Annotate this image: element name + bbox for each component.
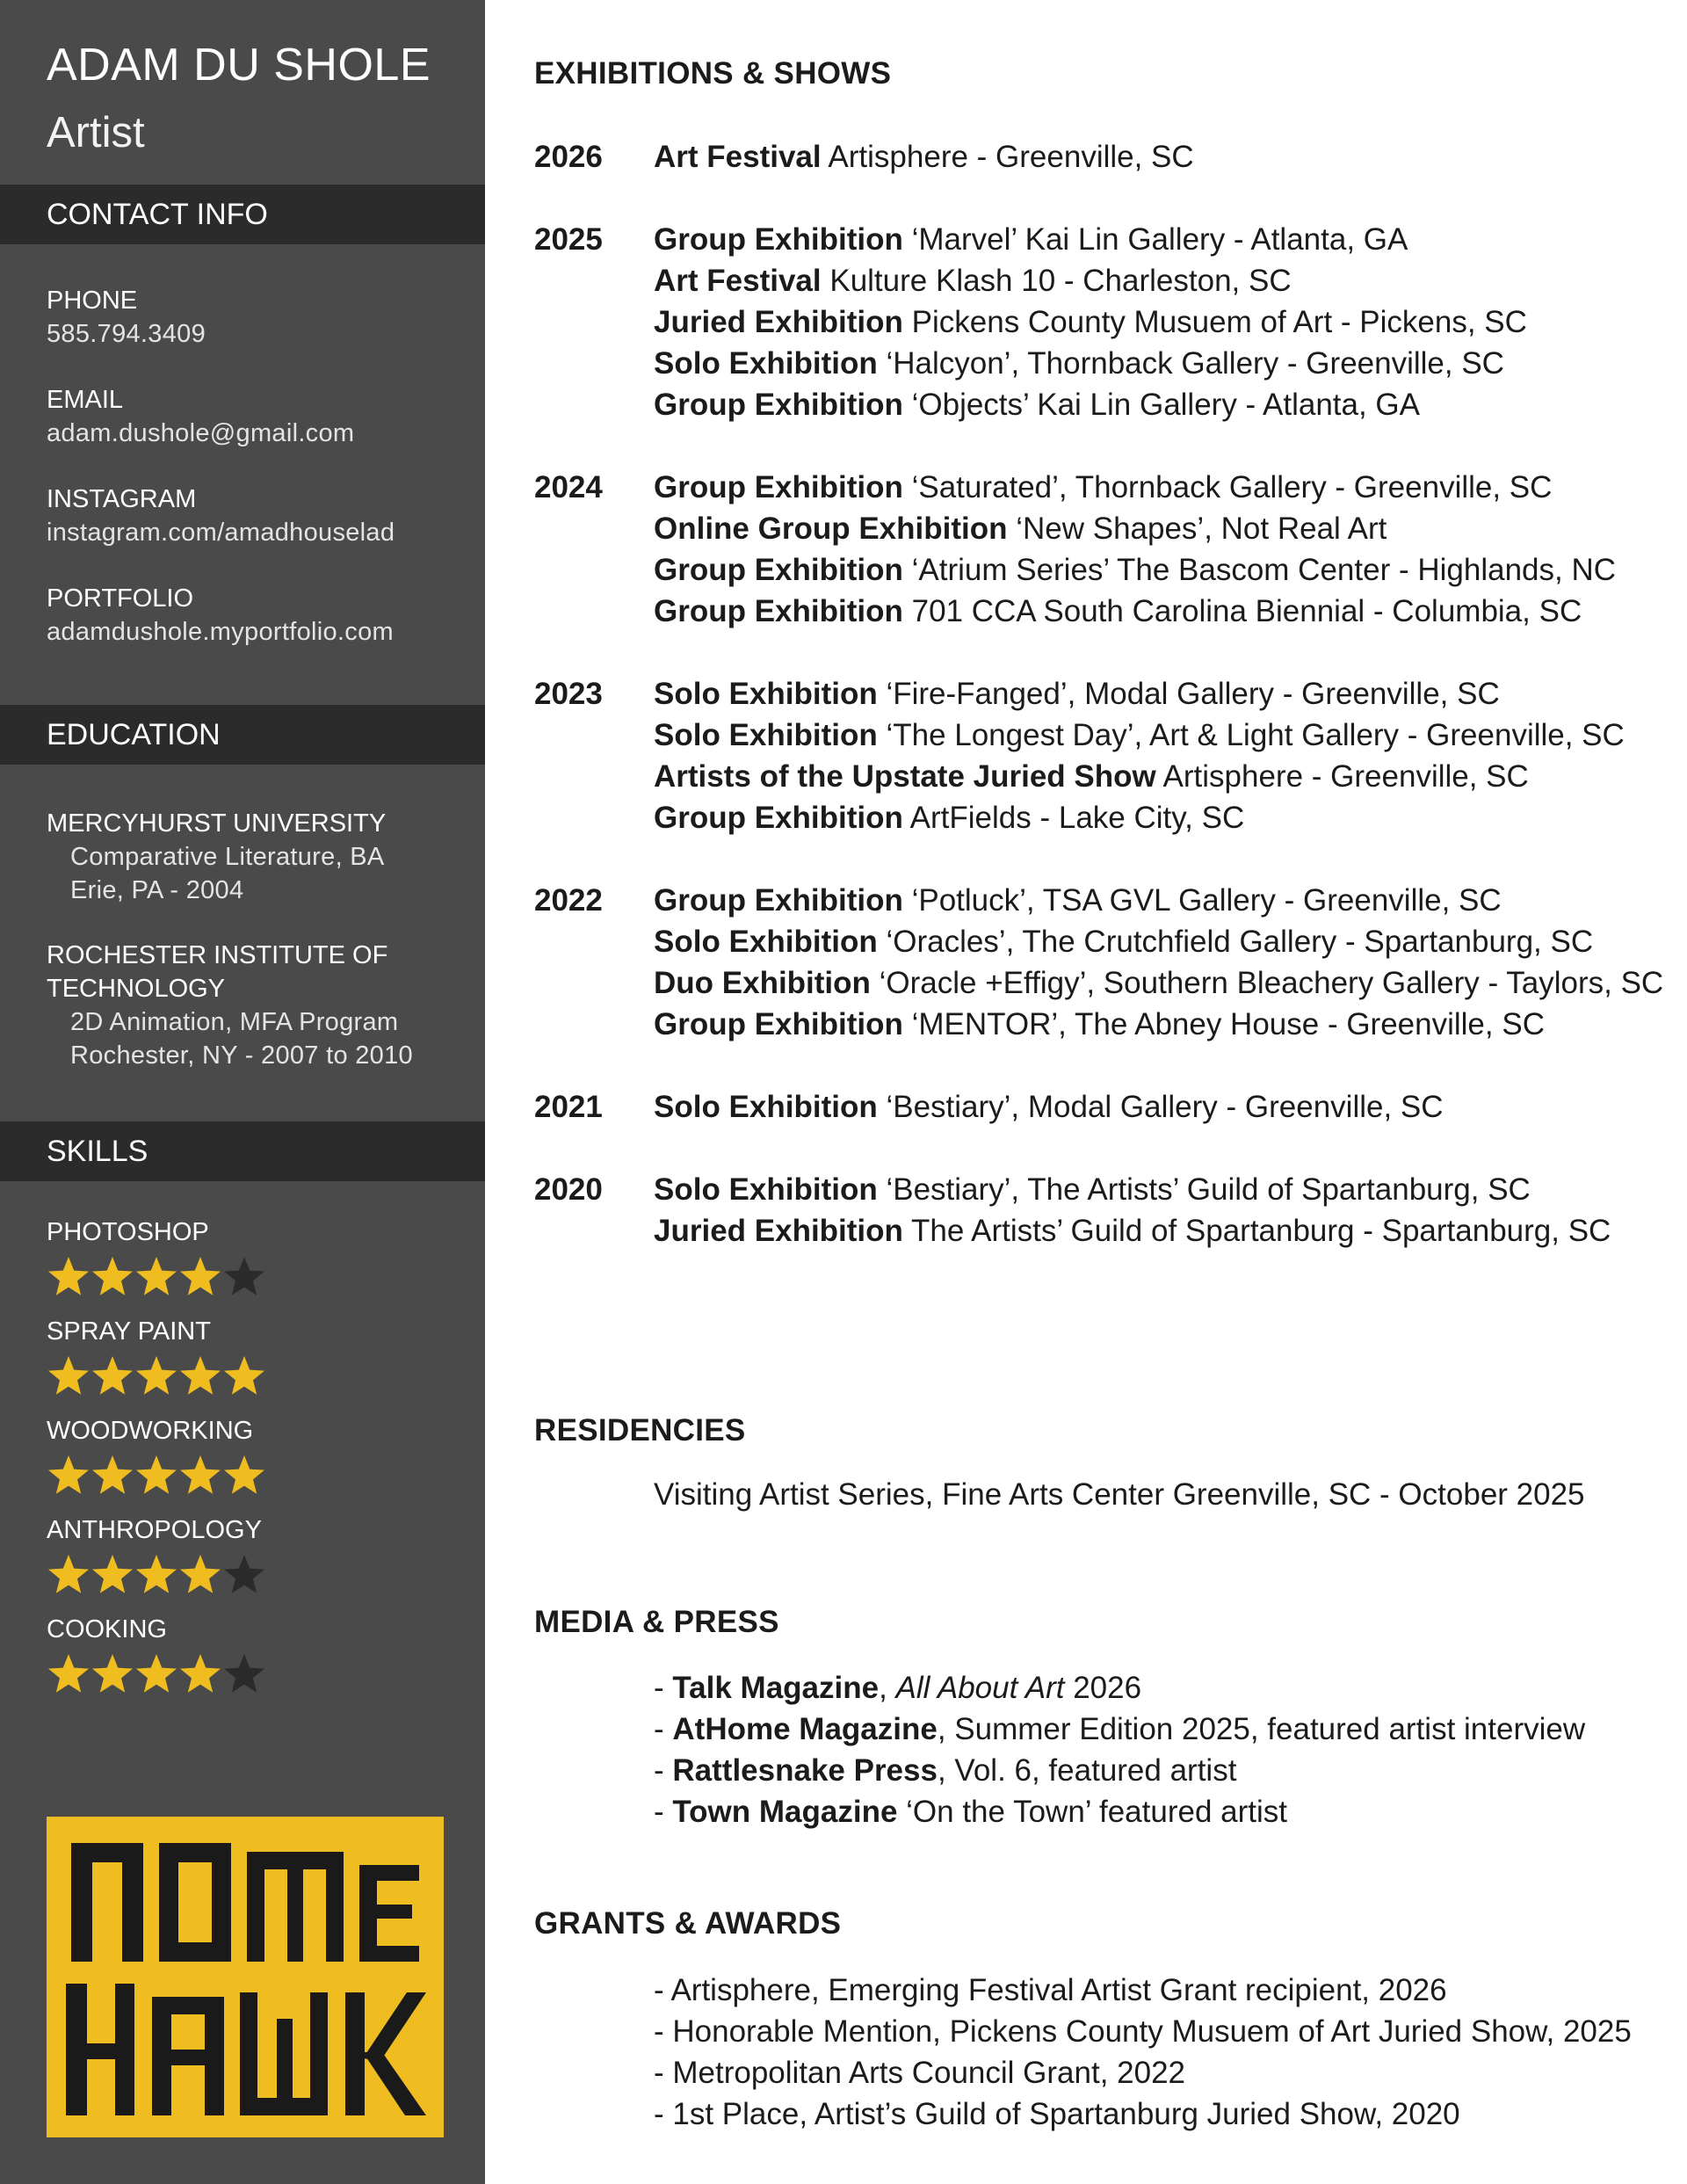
grant-item: - Honorable Mention, Pickens County Musuem of Art Juried Show, 2025 [654, 2014, 1632, 2049]
exhibition-year: 2023 [534, 677, 603, 711]
exhibition-entry [654, 756, 1625, 797]
school-place: Erie, PA - 2004 [70, 876, 244, 904]
exhibition-entry [654, 797, 1625, 838]
skill-name: WOODWORKING [47, 1417, 254, 1445]
exhibition-detail: ‘Marvel’ Kai Lin Gallery - Atlanta, GA [902, 222, 1408, 257]
exhibition-entry [654, 136, 1194, 178]
star-empty-icon [222, 1254, 266, 1298]
degree: Comparative Literature, BA [70, 843, 385, 871]
exhibitions-title: EXHIBITIONS & SHOWS [534, 56, 892, 91]
contact-header: CONTACT INFO [0, 185, 485, 244]
star-filled-icon [91, 1254, 134, 1298]
skills-header: SKILLS [0, 1121, 485, 1181]
skill-name: COOKING [47, 1615, 167, 1643]
email-value: adam.dushole@gmail.com [47, 419, 355, 447]
exhibition-detail: ‘Oracles’, The Crutchfield Gallery - Spartanburg, SC [877, 925, 1594, 959]
media-outlet: Town Magazine [672, 1795, 898, 1829]
phone-value: 585.794.3409 [47, 320, 206, 348]
exhibition-type: Solo Exhibition [654, 677, 878, 711]
contact-email [47, 383, 354, 450]
exhibition-type: Artists of the Upstate Juried Show [654, 759, 1156, 794]
exhibition-detail: The Artists’ Guild of Spartanburg - Spartanburg, SC [902, 1214, 1611, 1248]
sidebar [0, 0, 485, 2184]
exhibition-entry [654, 1169, 1611, 1210]
media-outlet: Talk Magazine [672, 1671, 880, 1705]
skill-rating [47, 1353, 266, 1397]
star-empty-icon [222, 1651, 266, 1695]
star-filled-icon [91, 1552, 134, 1596]
exhibition-entry [654, 1210, 1611, 1252]
skill-name: ANTHROPOLOGY [47, 1516, 262, 1544]
skill-name: PHOTOSHOP [47, 1218, 209, 1246]
media-dash: - [654, 1795, 673, 1829]
portfolio-label: PORTFOLIO [47, 584, 194, 613]
media-item [654, 1750, 1236, 1791]
star-filled-icon [178, 1453, 222, 1497]
exhibition-entry [654, 508, 1616, 549]
exhibition-type: Group Exhibition [654, 470, 903, 504]
exhibition-detail: ‘Saturated’, Thornback Gallery - Greenville, SC [902, 470, 1553, 504]
star-filled-icon [222, 1453, 266, 1497]
media-item [654, 1667, 1141, 1709]
star-filled-icon [134, 1254, 178, 1298]
exhibition-entry [654, 260, 1527, 301]
grant-item: - Artisphere, Emerging Festival Artist Grant recipient, 2026 [654, 1973, 1447, 2007]
exhibition-year: 2025 [534, 222, 603, 257]
education-header: EDUCATION [0, 705, 485, 765]
exhibition-detail: ‘Objects’ Kai Lin Gallery - Atlanta, GA [902, 388, 1420, 422]
education-item [47, 939, 460, 1072]
media-dash: - [654, 1753, 673, 1788]
exhibition-type: Solo Exhibition [654, 1090, 878, 1124]
skill-rating [47, 1651, 266, 1695]
exhibition-detail: ‘Potluck’, TSA GVL Gallery - Greenville, SC [902, 883, 1502, 918]
star-filled-icon [47, 1254, 91, 1298]
school-name: MERCYHURST UNIVERSITY [47, 809, 387, 838]
school-place: Rochester, NY - 2007 to 2010 [70, 1041, 413, 1070]
media-separator: , [879, 1671, 896, 1705]
education-item [47, 807, 460, 907]
exhibition-detail: ‘Bestiary’, The Artists’ Guild of Spartanburg, SC [877, 1172, 1531, 1207]
exhibition-detail: ArtFields - Lake City, SC [902, 801, 1245, 835]
media-detail: , Summer Edition 2025, featured artist interview [937, 1712, 1586, 1746]
exhibition-detail: Pickens County Musuem of Art - Pickens, SC [902, 305, 1527, 339]
instagram-value: instagram.com/amadhouselad [47, 519, 395, 547]
skill-item [47, 1315, 266, 1397]
exhibition-type: Group Exhibition [654, 222, 903, 257]
exhibition-entry [654, 673, 1625, 715]
skill-item [47, 1414, 266, 1497]
star-filled-icon [91, 1353, 134, 1397]
exhibition-year: 2022 [534, 883, 603, 918]
exhibition-entry [654, 1086, 1444, 1128]
exhibition-type: Group Exhibition [654, 388, 903, 422]
media-item [654, 1709, 1585, 1750]
phone-label: PHONE [47, 287, 138, 315]
grants-title: GRANTS & AWARDS [534, 1906, 842, 1941]
artist-role: Artist [47, 109, 145, 156]
star-filled-icon [134, 1353, 178, 1397]
exhibition-detail: Artisphere - Greenville, SC [1155, 759, 1529, 794]
degree: 2D Animation, MFA Program [70, 1008, 399, 1036]
exhibition-type: Solo Exhibition [654, 346, 878, 381]
media-item [654, 1791, 1287, 1832]
star-filled-icon [178, 1353, 222, 1397]
exhibition-year: 2020 [534, 1172, 603, 1207]
exhibition-entry [654, 343, 1527, 384]
contact-phone [47, 284, 206, 351]
exhibition-type: Juried Exhibition [654, 1214, 903, 1248]
exhibition-type: Group Exhibition [654, 883, 903, 918]
star-filled-icon [47, 1552, 91, 1596]
grant-item: - Metropolitan Arts Council Grant, 2022 [654, 2056, 1186, 2090]
media-outlet: AtHome Magazine [672, 1712, 938, 1746]
exhibition-entry [654, 880, 1663, 921]
exhibition-entry [654, 301, 1527, 343]
star-filled-icon [47, 1651, 91, 1695]
exhibition-detail: 701 CCA South Carolina Biennial - Columbia, SC [902, 594, 1582, 628]
email-label: EMAIL [47, 386, 124, 414]
exhibition-year: 2021 [534, 1090, 603, 1124]
media-detail: , Vol. 6, featured artist [937, 1753, 1237, 1788]
media-outlet: Rattlesnake Press [672, 1753, 938, 1788]
skill-rating [47, 1254, 266, 1298]
skill-name: SPRAY PAINT [47, 1317, 211, 1346]
contact-portfolio [47, 582, 394, 649]
portfolio-value: adamdushole.myportfolio.com [47, 618, 394, 646]
exhibition-entry [654, 962, 1663, 1004]
exhibition-entry [654, 219, 1527, 260]
exhibition-detail: ‘Oracle +Effigy’, Southern Bleachery Gallery - Taylors, SC [870, 966, 1664, 1000]
skill-rating [47, 1453, 266, 1497]
exhibition-year: 2024 [534, 470, 603, 504]
exhibition-type: Solo Exhibition [654, 1172, 878, 1207]
exhibition-detail: ‘Halcyon’, Thornback Gallery - Greenville, SC [877, 346, 1504, 381]
skill-item [47, 1513, 266, 1596]
star-filled-icon [91, 1651, 134, 1695]
star-filled-icon [134, 1453, 178, 1497]
exhibition-year: 2026 [534, 140, 603, 174]
exhibition-type: Duo Exhibition [654, 966, 871, 1000]
grant-item: - 1st Place, Artist’s Guild of Spartanburg Juried Show, 2020 [654, 2097, 1460, 2131]
media-dash: - [654, 1712, 673, 1746]
residency-item: Visiting Artist Series, Fine Arts Center Greenville, SC - October 2025 [654, 1477, 1585, 1512]
exhibition-type: Group Exhibition [654, 553, 903, 587]
exhibition-type: Juried Exhibition [654, 305, 903, 339]
exhibition-type: Group Exhibition [654, 801, 903, 835]
media-detail: ‘On the Town’ featured artist [897, 1795, 1287, 1829]
exhibition-type: Online Group Exhibition [654, 512, 1008, 546]
exhibition-type: Group Exhibition [654, 1007, 903, 1041]
exhibition-detail: ‘Bestiary’, Modal Gallery - Greenville, SC [877, 1090, 1444, 1124]
artist-logo [47, 1817, 444, 2137]
exhibition-detail: Kulture Klash 10 - Charleston, SC [821, 264, 1292, 298]
skill-item [47, 1613, 266, 1695]
star-empty-icon [222, 1552, 266, 1596]
exhibition-detail: ‘Fire-Fanged’, Modal Gallery - Greenville, SC [877, 677, 1500, 711]
media-detail: 2026 [1064, 1671, 1142, 1705]
star-filled-icon [91, 1453, 134, 1497]
exhibition-type: Solo Exhibition [654, 718, 878, 752]
star-filled-icon [134, 1651, 178, 1695]
exhibition-detail: ‘New Shapes’, Not Real Art [1007, 512, 1387, 546]
exhibition-entry [654, 591, 1616, 632]
star-filled-icon [222, 1353, 266, 1397]
exhibition-entry [654, 549, 1616, 591]
star-filled-icon [47, 1353, 91, 1397]
exhibition-entry [654, 467, 1616, 508]
star-filled-icon [178, 1651, 222, 1695]
exhibition-type: Solo Exhibition [654, 925, 878, 959]
skill-item [47, 1215, 266, 1298]
exhibition-entry [654, 384, 1527, 425]
exhibition-type: Art Festival [654, 140, 822, 174]
residencies-title: RESIDENCIES [534, 1413, 746, 1448]
exhibition-detail: ‘Atrium Series’ The Bascom Center - Highlands, NC [902, 553, 1616, 587]
media-dash: - [654, 1671, 673, 1705]
star-filled-icon [178, 1552, 222, 1596]
nome-hawk-logo-icon [47, 1817, 444, 2137]
exhibition-entry [654, 715, 1625, 756]
exhibition-detail: Artisphere - Greenville, SC [821, 140, 1194, 174]
star-filled-icon [178, 1254, 222, 1298]
exhibition-type: Art Festival [654, 264, 822, 298]
artist-name: ADAM DU SHOLE [47, 40, 431, 91]
exhibition-detail: ‘The Longest Day’, Art & Light Gallery - Greenville, SC [877, 718, 1625, 752]
school-name: ROCHESTER INSTITUTE OF TECHNOLOGY [47, 941, 388, 1003]
skill-rating [47, 1552, 266, 1596]
instagram-label: INSTAGRAM [47, 485, 197, 513]
media-title: MEDIA & PRESS [534, 1605, 779, 1639]
exhibition-type: Group Exhibition [654, 594, 903, 628]
star-filled-icon [134, 1552, 178, 1596]
exhibition-detail: ‘MENTOR’, The Abney House - Greenville, SC [902, 1007, 1545, 1041]
contact-instagram [47, 483, 395, 549]
media-title: All About Art [895, 1671, 1065, 1705]
exhibition-entry [654, 1004, 1663, 1045]
star-filled-icon [47, 1453, 91, 1497]
exhibition-entry [654, 921, 1663, 962]
